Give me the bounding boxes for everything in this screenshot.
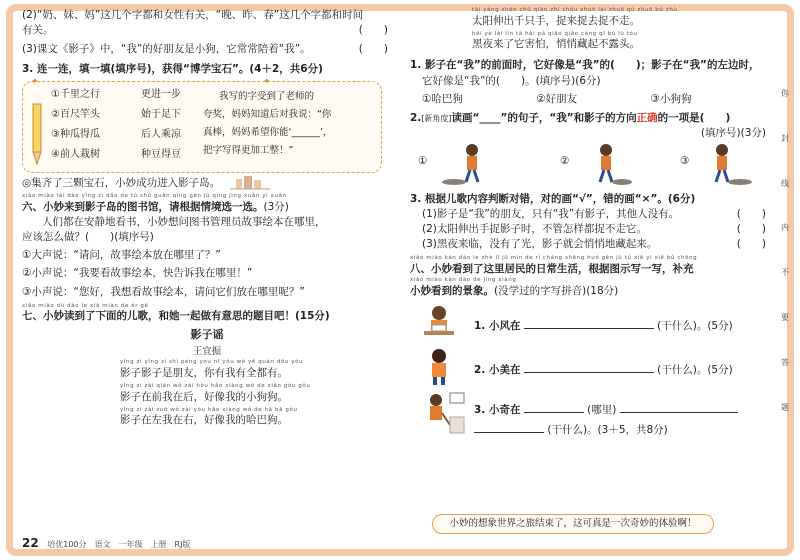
pencil-icon	[29, 102, 45, 166]
poem-title: 影子谣	[190, 327, 224, 341]
page-footer	[22, 536, 190, 550]
option-1-3[interactable]: ③小狗狗	[650, 92, 692, 105]
page-number: 22	[22, 536, 39, 550]
question-1-options	[410, 92, 770, 107]
option-6-1[interactable]: ①大声说：“请问，故事绘本放在哪里了？”	[22, 249, 221, 262]
question-6-title: 六、小妙来到影子岛的图书馆，请根据情境选一选。(3分)	[22, 200, 289, 213]
side-char-7: 答	[781, 357, 789, 367]
question-2-line-b: (填序号)(3分)	[700, 127, 766, 140]
boy-shadow-figure-3	[702, 142, 752, 186]
boy-shadow-figure-2	[582, 142, 632, 186]
question-6-text-2: 应该怎么做？( )(填序号)	[22, 231, 154, 244]
match-left-1[interactable]: ①千里之行	[51, 88, 100, 100]
answer-paren[interactable]: ( )	[358, 43, 388, 56]
poem-line-4: 太阳伸出千只手，捉来捉去捉不走。	[472, 14, 640, 27]
judge-item-3: (3)黑夜来临，没有了光，影子就会悄悄地藏起来。 ( )	[410, 237, 770, 252]
question-3-right-title: 3. 根据儿歌内容判断对错，对的画“√”，错的画“×”。(6分)	[410, 192, 696, 205]
boy-shadow-figure-1	[442, 142, 492, 186]
context-text-4: 把字写得更加工整！”	[203, 144, 294, 156]
answer-line-3a[interactable]	[524, 412, 584, 413]
scene-sentence-1: 1. 小风在 (干什么)。(5分)	[474, 319, 733, 332]
island-castle-icon	[230, 175, 272, 191]
option-6-2[interactable]: ②小声说：“我要看故事绘本，快告诉我在哪里！”	[22, 267, 253, 280]
answer-paren[interactable]: ( )	[736, 222, 766, 235]
footer-text: 培优100分 语文 一年级 上册 RJ版	[47, 540, 191, 549]
poem-pinyin-1: yǐng zi yǐng zi shì péng you nǐ yǒu wǒ yě quán dōu yǒu	[120, 359, 304, 366]
answer-line-2[interactable]	[524, 372, 654, 373]
scene-sentence-3: 3. 小奇在 (哪里)	[474, 403, 738, 418]
answer-line-3b[interactable]	[620, 412, 738, 413]
option-1-2[interactable]: ②好朋友	[536, 92, 578, 105]
left-column	[22, 8, 392, 428]
side-char-2: 封	[781, 133, 789, 143]
option-2-2[interactable]: ②	[560, 154, 570, 167]
pinyin-q8-2: xiǎo miào kàn dào de jǐng xiàng	[410, 277, 517, 284]
question-1-line-a: 1. 影子在“我”的前面时，它好像是“我”的( )；影子在“我”的左边时，	[410, 59, 760, 72]
matching-box	[22, 76, 382, 173]
side-char-1: 你	[781, 89, 789, 98]
side-char-3: 线	[781, 178, 789, 188]
question-3-title: 3. 连一连，填一填(填序号)，获得“博学宝石”。(4＋2，共6分)	[22, 62, 323, 75]
pinyin-q7: xiǎo miào dú dào le xià miàn de ér gē	[22, 302, 149, 309]
right-column	[410, 8, 770, 439]
judge-item-2: (2)太阳伸出手捉影子时，不管怎样都捉不走它。 ( )	[410, 222, 770, 237]
poem-body-continued	[410, 8, 770, 52]
poem-line-5: 黑夜来了它害怕，悄悄藏起不露头。	[472, 38, 640, 51]
judge-item-1: (1)影子是“我”的朋友，只有“我”有影子，其他人没有。 ( )	[410, 207, 770, 222]
girl-watering-figure	[420, 347, 458, 387]
judge-line-3: (3)课文《影子》中，“我”的好朋友是小狗，它常常陪着“我”。 ( )	[22, 42, 392, 57]
scene-writing-area	[410, 299, 770, 439]
question-6-text: 人们都在安静地看书，小妙想问图书管理员故事绘本在哪里，	[42, 215, 326, 228]
poem-pinyin-5: hēi yè lái lín tā hài pà qiāo qiāo cáng qǐ bú lù tóu	[472, 30, 638, 37]
star-icon: ✦	[263, 76, 271, 87]
match-left-2[interactable]: ②百尺竿头	[51, 108, 100, 120]
context-text-3: 真棒，妈妈希望你能‘______’，	[203, 126, 333, 138]
option-1-1[interactable]: ①哈巴狗	[422, 92, 463, 105]
scene-sentence-3b: (干什么)。(3＋5，共8分)	[474, 423, 668, 438]
gem-note: ◎集齐了三颗宝石，小妙成功进入影子岛。	[22, 175, 392, 191]
match-left-3[interactable]: ③种瓜得瓜	[51, 128, 100, 140]
side-char-6: 要	[781, 312, 789, 322]
question-7-title: 七、小妙读到了下面的儿歌，和她一起做有意思的题目吧！(15分)	[22, 310, 330, 323]
match-right-3[interactable]: 后人乘凉	[141, 128, 181, 140]
match-left-4[interactable]: ④前人栽树	[51, 148, 100, 160]
star-icon: ✦	[31, 76, 39, 87]
poem-author: 王宜振	[192, 345, 222, 357]
answer-line-3c[interactable]	[474, 432, 544, 433]
match-right-2[interactable]: 始于足下	[141, 108, 181, 120]
answer-line-1[interactable]	[524, 328, 654, 329]
poem-line-2: 影子在前我在后，好像我的小狗狗。	[120, 390, 288, 403]
answer-paren[interactable]: ( )	[358, 24, 388, 37]
boy-reading-figure	[420, 303, 458, 341]
side-char-5: 不	[781, 268, 789, 278]
pinyin-q8: xiǎo miào kàn dào le zhè lǐ jū mín de rì cháng shēng huó gēn jù tú xiě yi xiě bǔ chōng	[410, 255, 698, 262]
option-6-3[interactable]: ③小声说：“您好，我想看故事绘本，请问它们放在哪里呢？”	[22, 285, 305, 298]
context-text-2: 夸奖，妈妈知道后对我说：“你	[203, 108, 332, 120]
answer-paren[interactable]: ( )	[736, 238, 766, 251]
context-text-1: 我写的字受到了老师的	[219, 90, 315, 102]
option-2-1[interactable]: ①	[418, 154, 428, 167]
side-margin-text	[778, 90, 792, 448]
match-right-4[interactable]: 种豆得豆	[141, 148, 181, 160]
side-char-4: 内	[781, 223, 789, 233]
judge-line-2b: 有关。 ( )	[22, 23, 392, 38]
question-2-line-a: 2.[新角度]读画“____”的句子，“我”和影子的方向正确的一项是( )	[410, 112, 731, 125]
pinyin-q6: xiǎo miào lái dào yǐng zi dǎo de tú shū guǎn qǐng gēn jù qíng jìng xuǎn yi xuǎn	[22, 193, 287, 200]
scene-sentence-2: 2. 小美在 (干什么)。(5分)	[474, 363, 733, 376]
question-8-title: 八、小妙看到了这里居民的日常生活，根据图示写一写，补充	[410, 262, 694, 275]
side-char-8: 题	[781, 402, 789, 412]
answer-paren[interactable]: ( )	[736, 207, 766, 220]
final-note: 小妙的想象世界之旅结束了，这可真是一次奇妙的体验啊！	[432, 514, 714, 534]
boy-sweeping-figure	[420, 391, 468, 435]
option-2-3[interactable]: ③	[680, 154, 690, 167]
poem-body	[22, 360, 392, 428]
match-right-1[interactable]: 更进一步	[141, 88, 181, 100]
poem-pinyin-3: yǐng zi zài zuǒ wǒ zài yòu hǎo xiàng wǒ de hā bā gǒu	[120, 406, 298, 413]
direction-figures	[410, 142, 770, 186]
question-8-title-2: 小妙看到的景象。(没学过的字写拼音)(18分)	[410, 284, 619, 297]
poem-pinyin-4: tài yáng shēn chū qiān zhī shǒu zhuō lái zhuō qù zhuō bú zhù	[472, 7, 678, 13]
poem-line-3: 影子在左我在右，好像我的哈巴狗。	[120, 414, 288, 427]
question-1-line-b: 它好像是“我”的( )。(填序号)(6分)	[422, 74, 601, 87]
poem-line-1: 影子影子是朋友，你有我有全都有。	[120, 366, 288, 379]
judge-line-2: (2)“奶、妹、妈”这几个字都和女性有关，“晚、昨、春”这几个字都和时间	[22, 9, 364, 21]
poem-pinyin-2: yǐng zi zài qián wǒ zài hòu hǎo xiàng wǒ de xiǎo gǒu gǒu	[120, 383, 311, 390]
